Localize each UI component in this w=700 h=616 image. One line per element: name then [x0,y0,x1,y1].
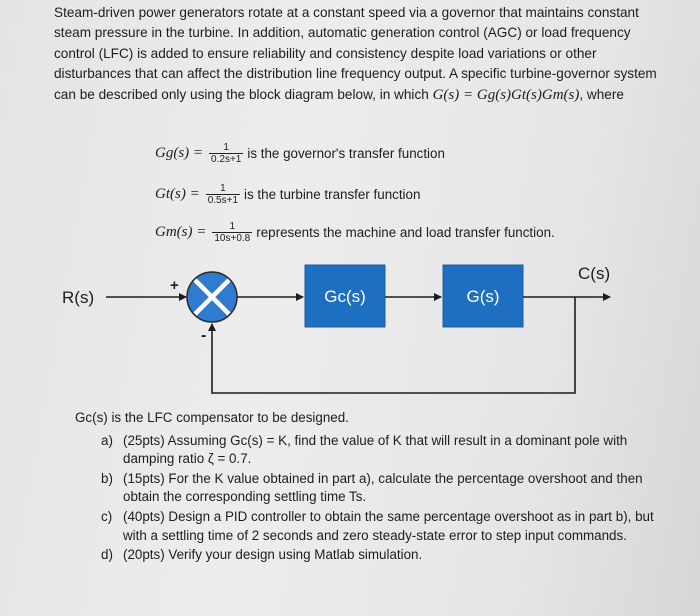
tf-numerator: 1 [223,142,229,153]
tf-lhs: Gt(s) = [155,186,200,202]
question-a [101,432,675,469]
summing-junction [187,272,237,322]
input-label: R(s) [62,288,95,307]
tf-numerator: 1 [220,183,226,194]
plant-block-label: G(s) [466,287,500,306]
question-d [101,546,675,565]
question-b [101,470,675,507]
tf-lhs: Gg(s) = [155,145,204,161]
question-text: (40pts) Design a PID controller to obtain the same percentage overshoot as in part b), but with a settling time of 2 seconds and zero steady-state error to step input commands. [123,508,654,543]
question-letter: a) [101,432,113,448]
compensator-note: Gc(s) is the LFC compensator to be designed. [75,410,349,425]
question-letter: d) [101,547,113,563]
question-text: (15pts) For the K value obtained in part a), calculate the percentage overshoot and then obtain the corresponding settling time Ts. [123,470,643,505]
tf-description: represents the machine and load transfer function. [256,225,555,240]
eq-g-product: Gg(s)Gt(s)Gm(s) [476,86,580,103]
tf-lhs: Gm(s) = [155,224,207,240]
question-text: (20pts) Verify your design using Matlab simulation. [123,547,423,563]
tf-numerator: 1 [229,221,236,232]
tf-description: is the turbine transfer function [244,187,421,202]
question-letter: b) [101,470,113,486]
minus-sign: - [201,327,207,344]
intro-text: Steam-driven power generators rotate at a constant speed via a governor that maintains constant steam pressure in the turbine. In addition, automatic generation control (AGC) or load frequency control (LFC) is added to ensure reliability and consistency despite load variations or other disturbances that can affect the distribution line frequency output. A specific turbine-governor system can be described only using the block diagram below, in which [54,5,657,102]
output-label: C(s) [578,264,611,283]
eq-g-of-s: G(s) = [432,86,477,103]
tf-denominator: 0.5s+1 [207,195,239,206]
question-c [101,508,675,545]
plus-sign: + [170,277,179,294]
question-text: (25pts) Assuming Gc(s) = K, find the value of K that will result in a dominant pole with damping ratio ζ = 0.7. [123,432,628,467]
question-list [75,409,675,566]
tf-description: is the governor's transfer function [247,146,445,161]
tf-denominator: 10s+0.8 [214,233,251,244]
question-letter: c) [101,508,113,524]
intro-where: , where [579,86,624,102]
controller-block-label: Gc(s) [324,287,366,306]
tf-denominator: 0.2s+1 [211,154,242,165]
